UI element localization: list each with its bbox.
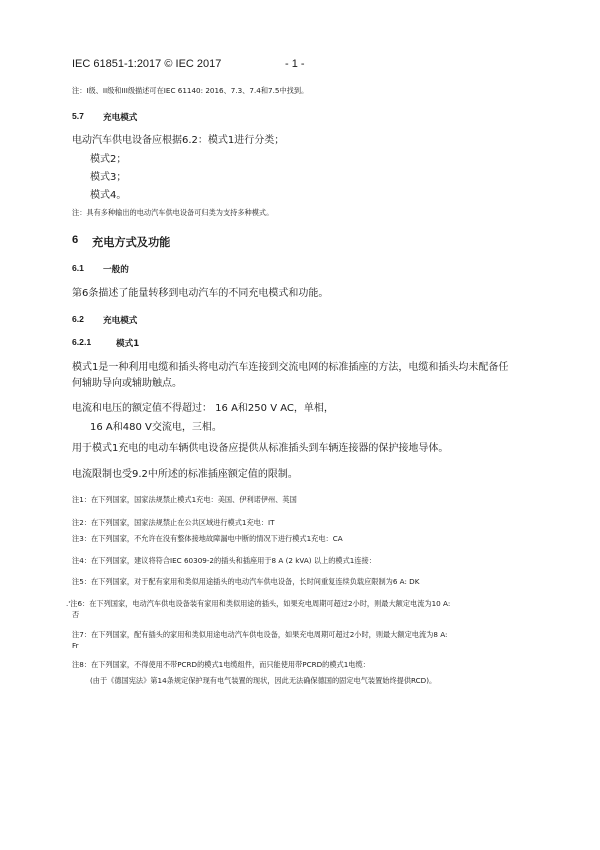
note-6: .'注6：在下列国家，电动汽车供电设备装有家用和类似用途的插头，如果充电周期可超过2小时，则最大额定电流为10 A: xyxy=(66,599,451,608)
section-6-2-1-number: 6.2.1 xyxy=(72,337,92,347)
note-2: 注2：在下列国家，国家法规禁止在公共区域进行模式1充电：IT xyxy=(72,518,275,527)
note-7-cont: Fr xyxy=(72,641,79,650)
paragraph-line: 16 A和480 V交流电，三相。 xyxy=(90,422,222,433)
note-intro: 注：I级、II级和III级描述可在IEC 61140: 2016、7.3、7.4和7.5中找到。 xyxy=(72,86,309,95)
paragraph-line: 电流限制也受9.2中所述的标准插座额定值的限制。 xyxy=(72,469,298,480)
section-6-2-title: 充电模式 xyxy=(103,316,138,326)
note-7: 注7：在下列国家，配有插头的家用和类似用途电动汽车供电设备，如果充电周期可超过2小时，则最大额定电流为8 A: xyxy=(72,630,448,639)
note-8: 注8：在下列国家，不得使用不带PCRD的模式1电缆组件，而只能使用带PCRD的模式1电缆： xyxy=(72,660,370,669)
section-6-1-number: 6.1 xyxy=(72,263,84,273)
paragraph-line: 电流和电压的额定值不得超过： 16 A和250 V AC，单相， xyxy=(72,403,334,414)
section-5-7-number: 5.7 xyxy=(72,111,84,121)
note-3: 注3：在下列国家，不允许在没有整体接地故障漏电中断的情况下进行模式1充电：CA xyxy=(72,534,343,543)
section-6-number: 6 xyxy=(72,234,79,246)
paragraph-line: 模式1是一种利用电缆和插头将电动汽车连接到交流电网的标准插座的方法，电缆和插头均未配备任 xyxy=(72,362,509,373)
section-6-2-number: 6.2 xyxy=(72,314,84,324)
section-5-7-title: 充电模式 xyxy=(103,113,138,123)
note-6-cont: 否 xyxy=(72,610,80,619)
note-8-cont: (由于《德国宪法》第14条规定保护现有电气装置的现状，因此无法确保德国的固定电气装置始终提供RCD)。 xyxy=(90,676,437,685)
paragraph-line: 何辅助导向或辅助触点。 xyxy=(72,378,182,389)
section-5-7-note: 注：具有多种输出的电动汽车供电设备可归类为支持多种模式。 xyxy=(72,208,274,217)
section-5-7-text: 电动汽车供电设备应根据6.2：模式1进行分类； xyxy=(72,135,285,146)
paragraph-line: 用于模式1充电的电动车辆供电设备应提供从标准插头到车辆连接器的保护接地导体。 xyxy=(72,443,449,454)
mode-list-item: 模式2； xyxy=(90,154,127,165)
section-6-2-1-title: 模式1 xyxy=(116,339,140,349)
header-standard: IEC 61851-1:2017 © IEC 2017 xyxy=(72,58,222,70)
section-6-1-text: 第6条描述了能量转移到电动汽车的不同充电模式和功能。 xyxy=(72,288,329,299)
header-page-number: - 1 - xyxy=(285,58,305,70)
mode-list-item: 模式4。 xyxy=(90,190,127,201)
note-4: 注4：在下列国家，建议将符合IEC 60309-2的插头和插座用于8 A (2 kVA) 以上的模式1连接： xyxy=(72,556,376,565)
section-6-title: 充电方式及功能 xyxy=(92,236,171,249)
mode-list-item: 模式3； xyxy=(90,172,127,183)
section-6-1-title: 一般的 xyxy=(103,265,129,275)
note-5: 注5：在下列国家，对于配有家用和类似用途插头的电动汽车供电设备，长时间重复连续负载应限制为6 A: DK xyxy=(72,577,420,586)
note-1: 注1：在下列国家，国家法规禁止模式1充电：美国、伊利诺伊州、英国 xyxy=(72,495,297,504)
